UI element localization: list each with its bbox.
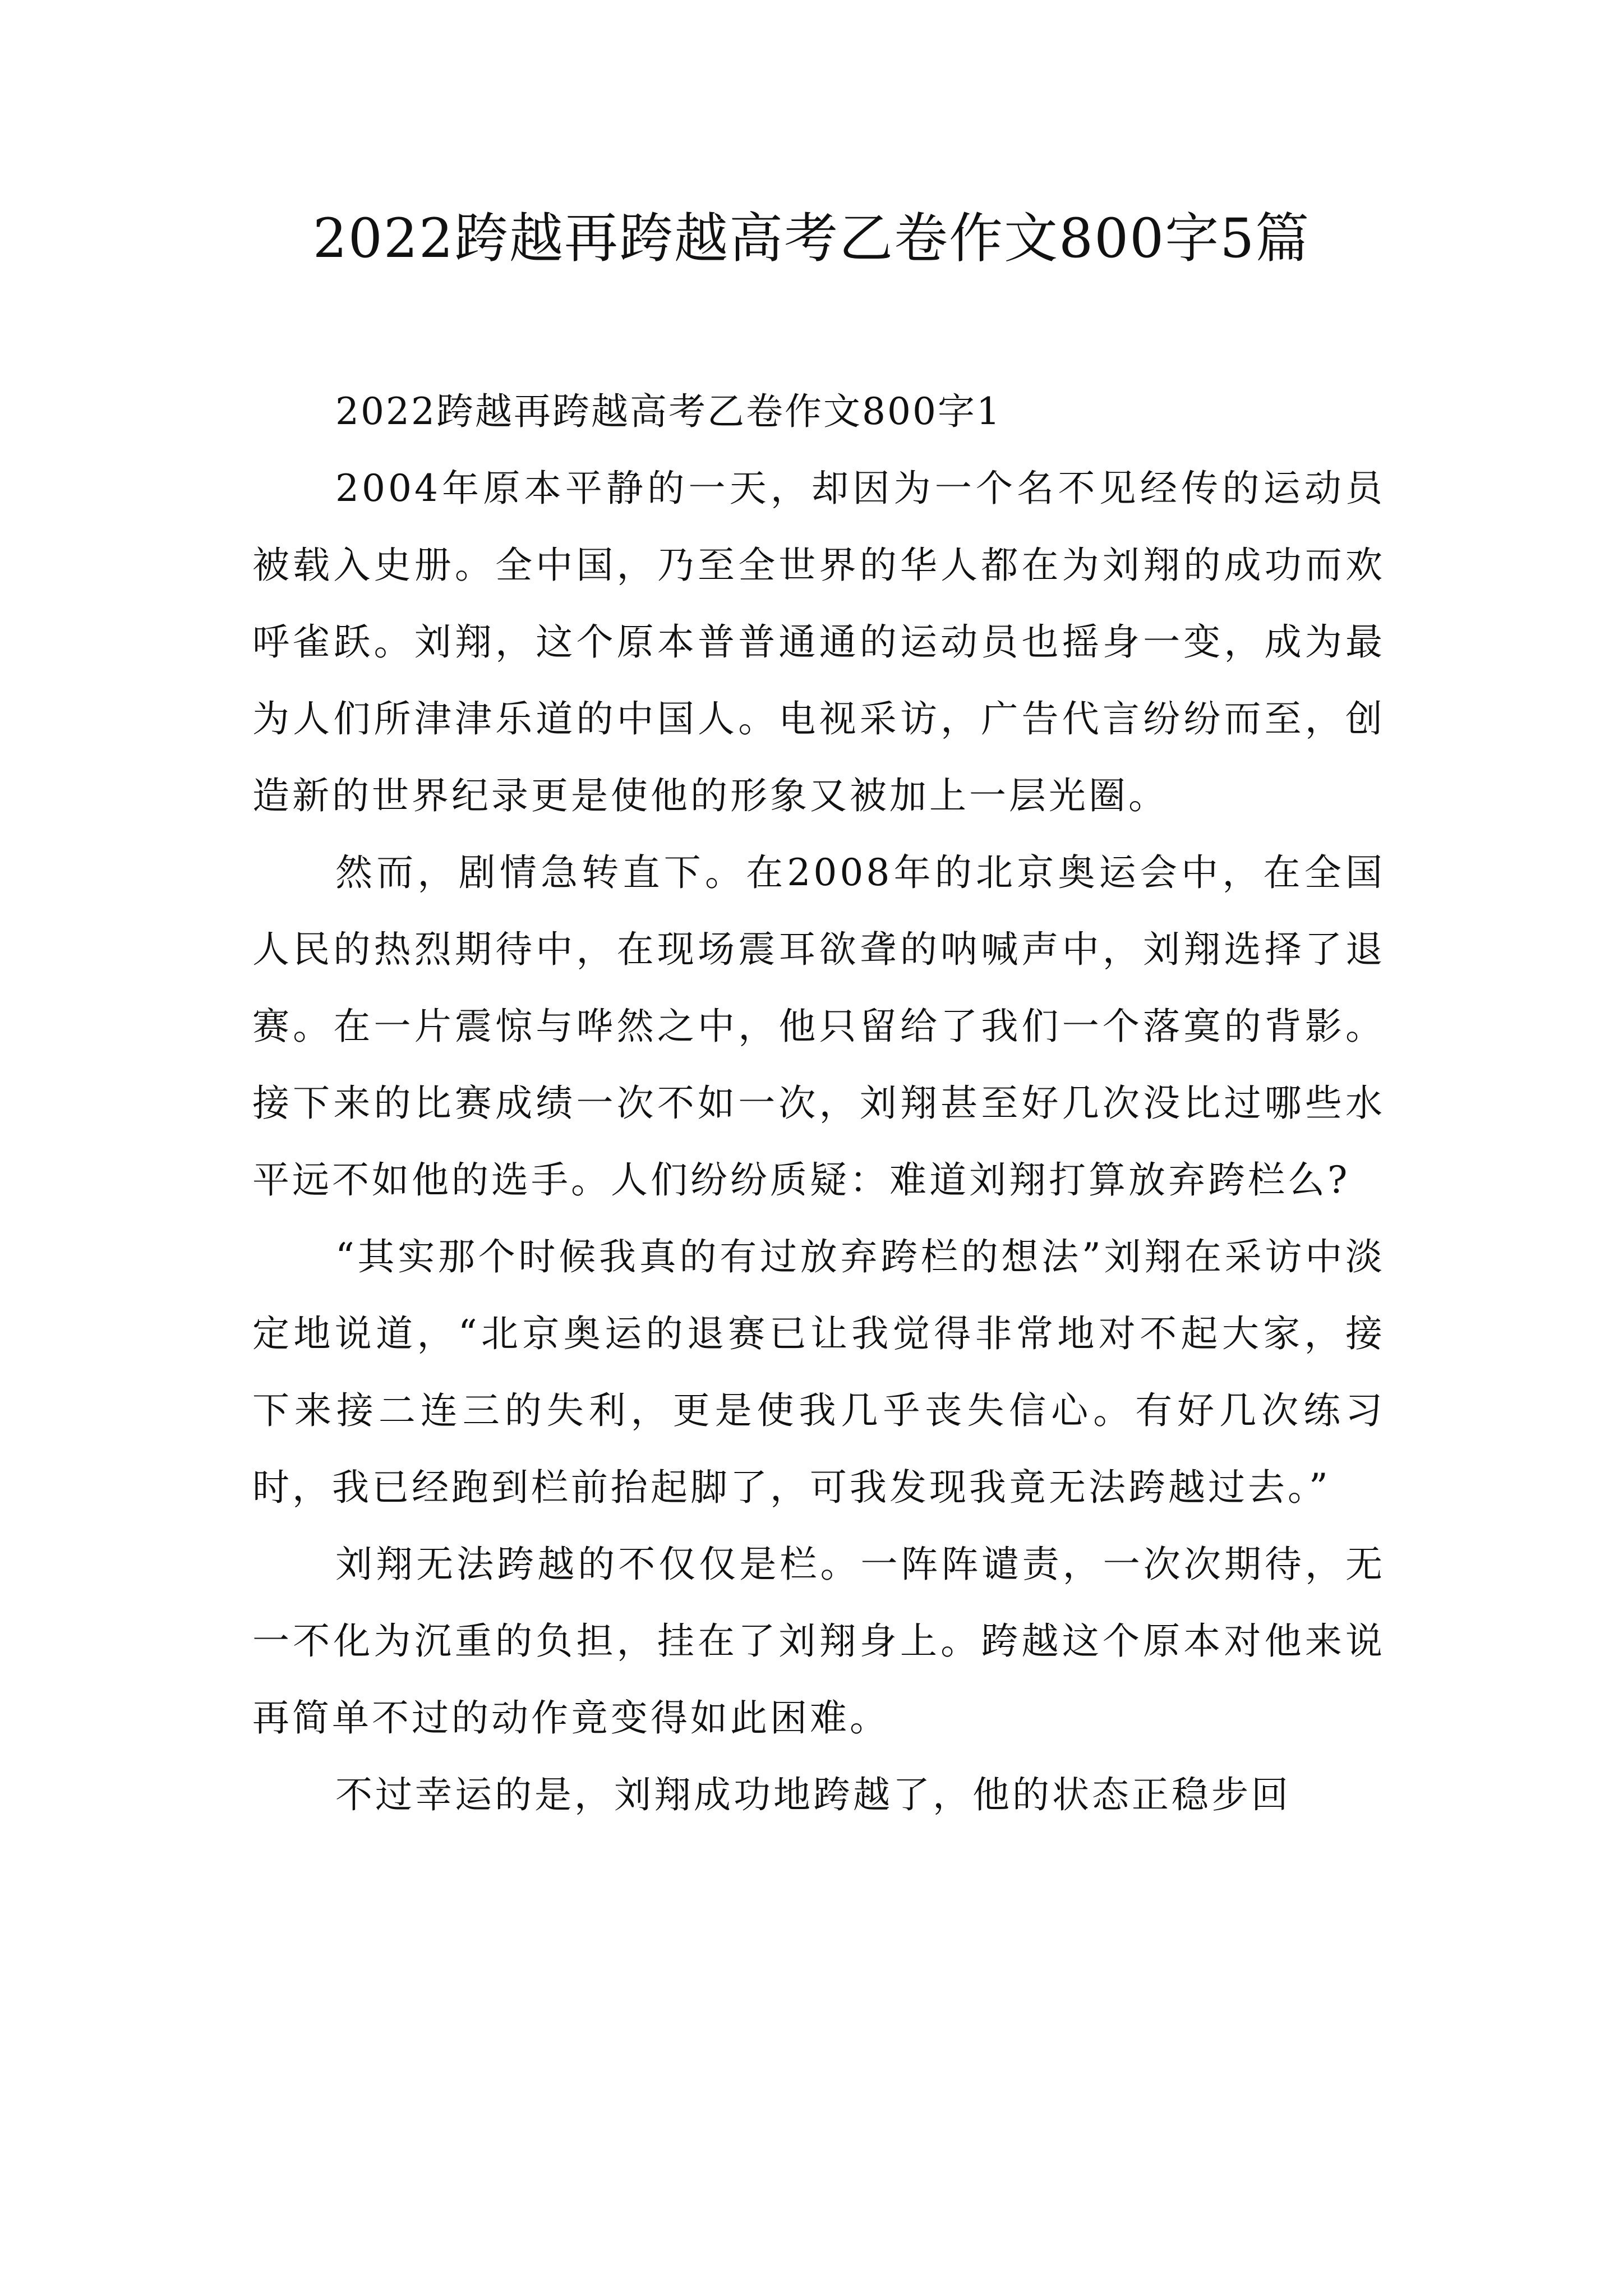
document-title: 2022跨越再跨越高考乙卷作文800字5篇 [312, 207, 1311, 270]
paragraph: 2004年原本平静的一天，却因为一个名不见经传的运动员被载入史册。全中国，乃至全世界的华人都在为刘翔的成功而欢呼雀跃。刘翔，这个原本普普通通的运动员也摇身一变，成为最为人们所津津乐道的中国人。电视采访，广告代言纷纷而至，创造新的世界纪录更是使他的形象又被加上一层光圈。 [252, 467, 1385, 817]
section-heading: 2022跨越再跨越高考乙卷作文800字1 [335, 390, 1002, 433]
document-body [252, 373, 1385, 1833]
paragraph: 刘翔无法跨越的不仅仅是栏。一阵阵谴责，一次次期待，无一不化为沉重的负担，挂在了刘翔身上。跨越这个原本对他来说再简单不过的动作竟变得如此困难。 [252, 1543, 1385, 1740]
paragraph: 不过幸运的是，刘翔成功地跨越了，他的状态正稳步回 [335, 1773, 1291, 1816]
paragraph: 然而，剧情急转直下。在2008年的北京奥运会中，在全国人民的热烈期待中，在现场震耳欲聋的呐喊声中，刘翔选择了退赛。在一片震惊与哗然之中，他只留给了我们一个落寞的背影。接下来的比赛成绩一次不如一次，刘翔甚至好几次没比过哪些水平远不如他的选手。人们纷纷质疑：难道刘翔打算放弃跨栏么? [252, 851, 1385, 1202]
paragraph: “其实那个时候我真的有过放弃跨栏的想法”刘翔在采访中淡定地说道，“北京奥运的退赛已让我觉得非常地对不起大家，接下来接二连三的失利，更是使我几乎丧失信心。有好几次练习时，我已经跑到栏前抬起脚了，可我发现我竟无法跨越过去。” [252, 1235, 1385, 1509]
